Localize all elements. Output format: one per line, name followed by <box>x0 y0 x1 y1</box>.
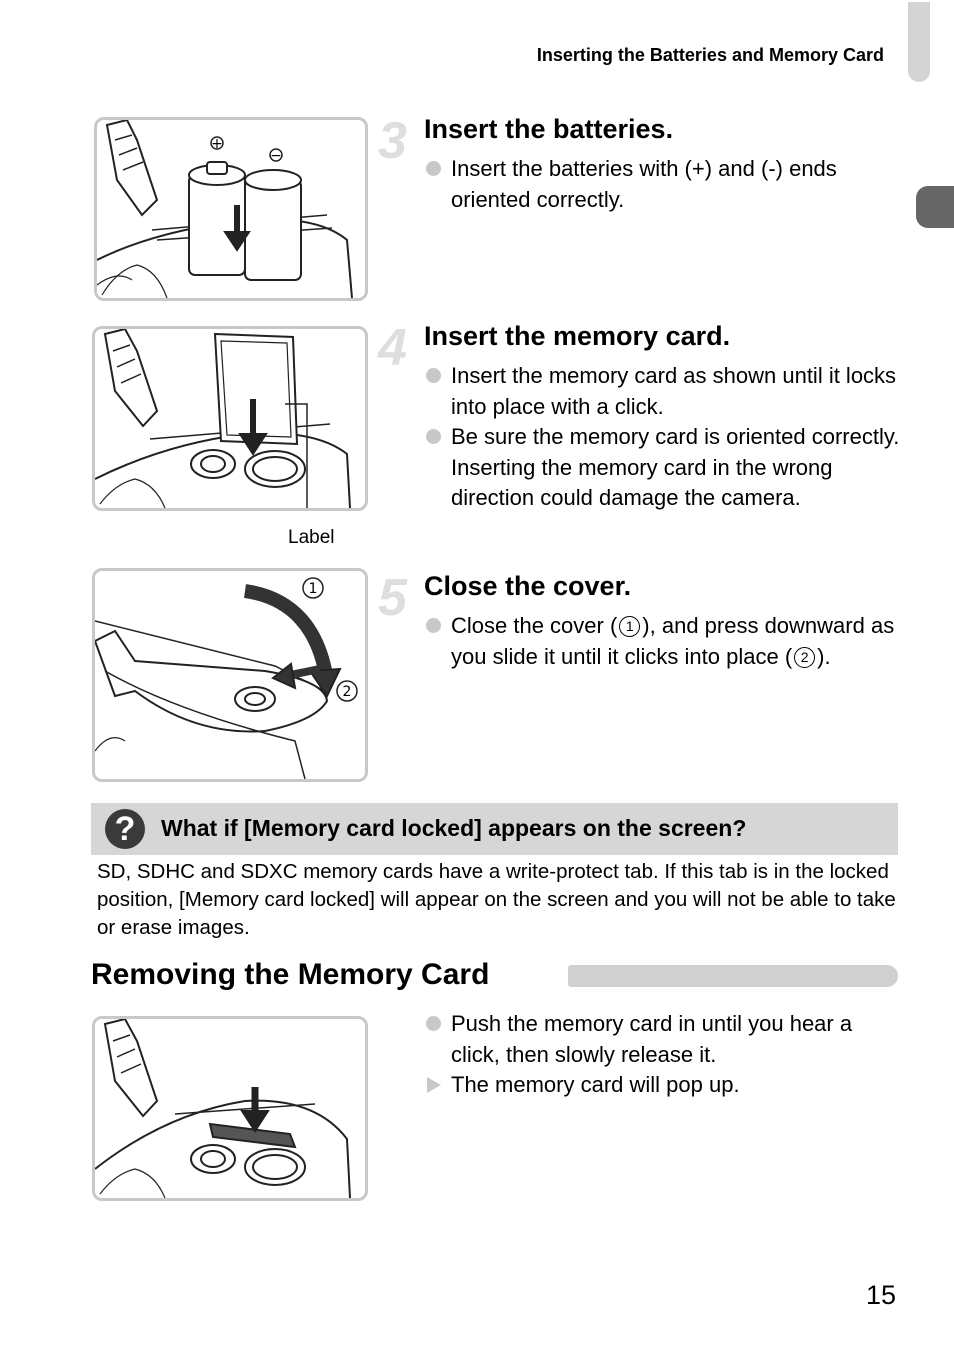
bullet-dot-icon <box>426 618 441 633</box>
card-label-callout: Label <box>288 527 335 548</box>
page-number: 15 <box>866 1280 897 1310</box>
bullet-item <box>424 611 904 672</box>
bullet-text: Insert the batteries with (+) and (-) ends oriented correctly. <box>451 156 837 212</box>
result-item <box>424 1070 904 1101</box>
memory-card-illustration <box>92 326 368 511</box>
bullet-item <box>424 422 904 514</box>
batteries-illustration <box>94 117 368 301</box>
bullet-dot-icon <box>426 429 441 444</box>
bullet-dot-icon <box>426 368 441 383</box>
step-number-3: 3 <box>378 112 407 170</box>
minus-marker: − <box>270 148 282 164</box>
bullet-text-part: ). <box>817 643 831 669</box>
bullet-text: Push the memory card in until you hear a click, then slowly release it. <box>451 1011 853 1067</box>
result-text: The memory card will pop up. <box>451 1072 740 1097</box>
step-title-close-cover: Close the cover. <box>424 571 632 601</box>
bullet-text-part: ), and press downward as you slide it until it clicks into place ( <box>451 613 895 669</box>
note-body: SD, SDHC and SDXC memory cards have a write-protect tab. If this tab is in the locked position, [Memory card locked] will appear on the screen and you will not be able to take or erase images. <box>97 860 896 939</box>
bullet-item <box>424 154 904 215</box>
bullet-dot-icon <box>426 161 441 176</box>
step-3-bullets <box>424 154 904 215</box>
bullet-text-part: Close the cover ( <box>451 613 618 638</box>
side-tab-top <box>908 2 930 82</box>
removing-bullets <box>424 1009 904 1101</box>
plus-marker: + <box>211 136 223 152</box>
note-header-bar <box>91 803 898 855</box>
bullet-text: Be sure the memory card is oriented correctly. Inserting the memory card in the wrong direction could damage the camera. <box>451 424 900 510</box>
step-number-5: 5 <box>378 569 407 627</box>
callout-1-marker: 1 <box>308 581 318 597</box>
circled-2-icon: 2 <box>794 647 815 668</box>
step-4-bullets <box>424 361 904 514</box>
step-title-insert-batteries: Insert the batteries. <box>424 114 674 144</box>
step-title-insert-memory-card: Insert the memory card. <box>424 321 731 351</box>
bullet-text: Insert the memory card as shown until it locks into place with a click. <box>451 363 897 419</box>
bullet-dot-icon <box>426 1016 441 1031</box>
section-title: Removing the Memory Card <box>91 958 490 991</box>
bullet-item <box>424 361 904 422</box>
circled-1-icon: 1 <box>619 616 640 637</box>
callout-2-marker: 2 <box>342 684 352 700</box>
question-icon: ? <box>105 809 145 849</box>
bullet-item <box>424 1009 904 1070</box>
result-triangle-icon <box>427 1077 441 1093</box>
section-title-bar <box>568 965 898 987</box>
note-title: What if [Memory card locked] appears on the screen? <box>161 815 747 841</box>
step-5-bullets <box>424 611 904 672</box>
step-number-4: 4 <box>378 319 407 377</box>
chapter-tab-marker <box>916 186 954 228</box>
close-cover-illustration <box>92 568 368 782</box>
running-header: Inserting the Batteries and Memory Card <box>536 45 884 65</box>
removing-card-illustration <box>92 1016 368 1201</box>
